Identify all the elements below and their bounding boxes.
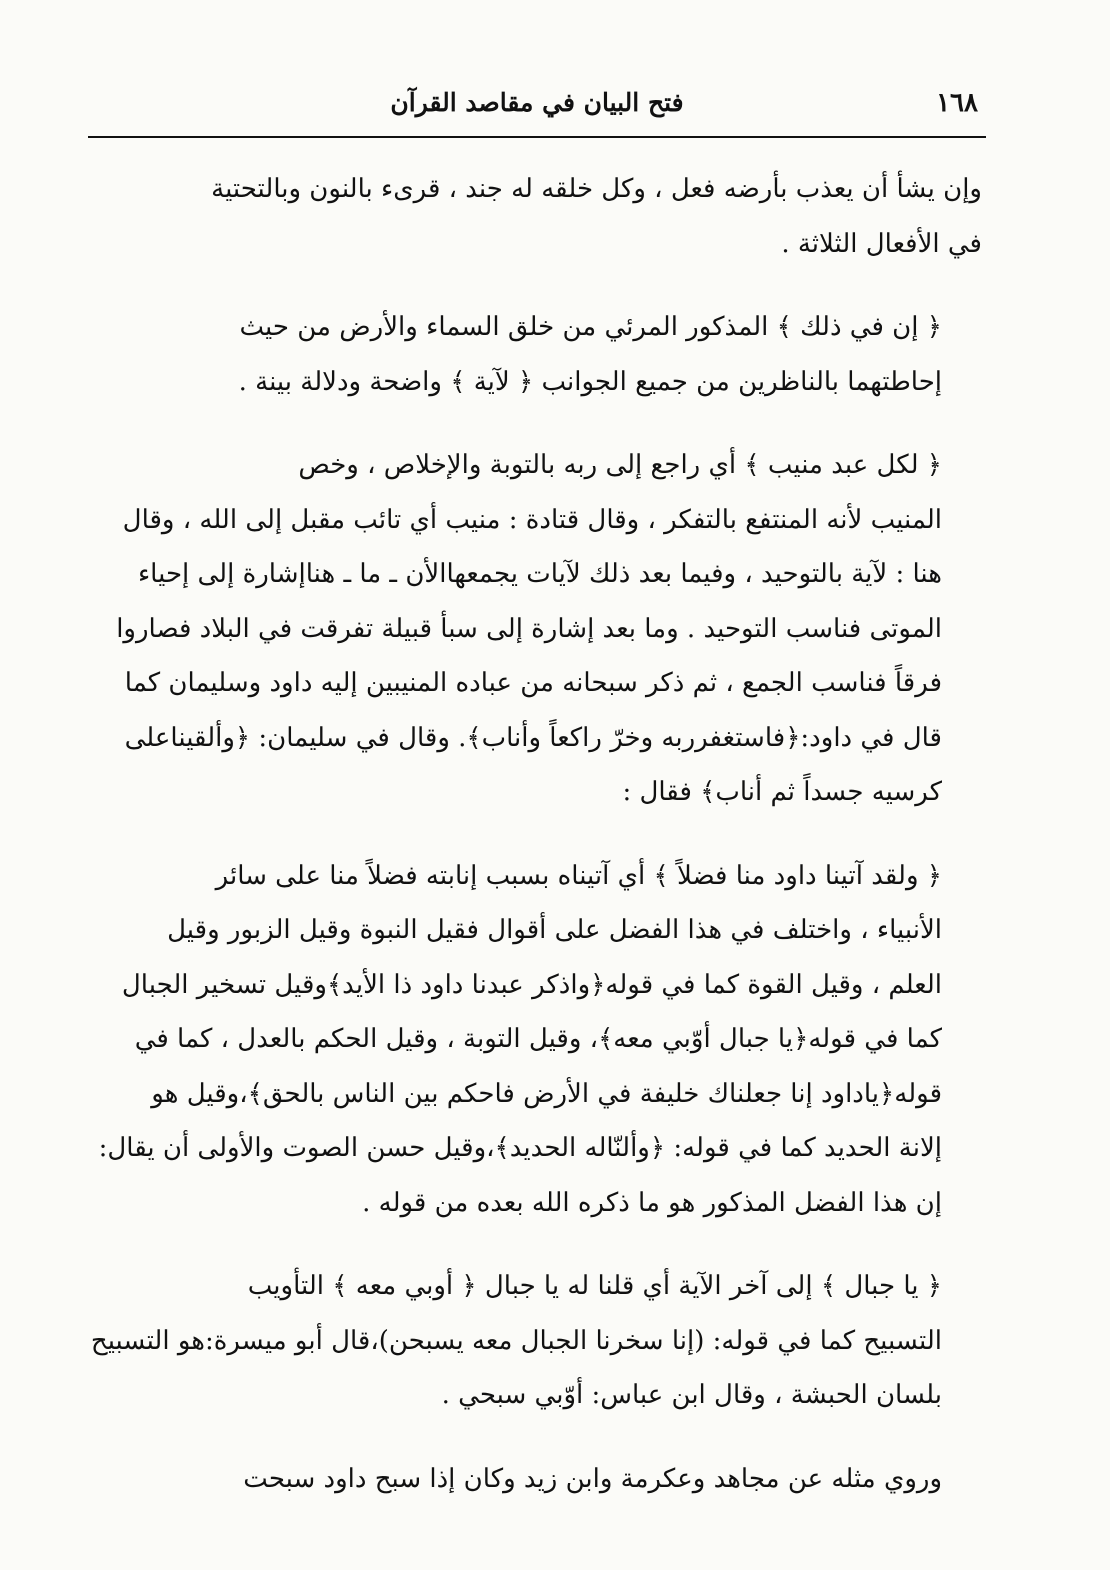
running-header: [88, 86, 986, 132]
text-line: وإن يشأ أن يعذب بأرضه فعل ، وكل خلقه له جند ، قرىء بالنون وبالتحتية: [211, 174, 982, 204]
running-title: فتح البيان في مقاصد القرآن: [390, 88, 684, 117]
paragraph: [90, 162, 982, 271]
text-line: في الأفعال الثلاثة .: [781, 228, 982, 259]
text-line: قال في داود:﴿فاستغفرربه وخرّ راكعاً وأناب﴾. وقال في سليمان: ﴿وألقيناعلى: [124, 722, 942, 753]
text-line: ﴿ ولقد آتينا داود منا فضلاً ﴾ أي آتيناه بسبب إنابته فضلاً منا على سائر: [215, 860, 942, 891]
text-line: هنا : لآية بالتوحيد ، وفيما بعد ذلك لآيات يجمعهاالأن ـ ما ـ هناإشارة إلى إحياء: [137, 559, 942, 589]
text-line: المنيب لأنه المنتفع بالتفكر ، وقال قتادة : منيب أي تائب مقبل إلى الله ، وقال: [122, 504, 942, 535]
text-line: ﴿ لكل عبد منيب ﴾ أي راجع إلى ربه بالتوبة والإخلاص ، وخص: [298, 450, 942, 480]
text-line: الموتى فناسب التوحيد . وما بعد إشارة إلى سبأ قبيلة تفرقت في البلاد فصاروا: [116, 613, 942, 644]
text-line: إلانة الحديد كما في قوله: ﴿وألنّاله الحديد﴾،وقيل حسن الصوت والأولى أن يقال:: [98, 1133, 942, 1163]
header-rule: [88, 136, 986, 138]
text-line: العلم ، وقيل القوة كما في قوله﴿واذكر عبدنا داود ذا الأيد﴾وقيل تسخير الجبال: [121, 969, 942, 1000]
text-line: كرسيه جسداً ثم أناب﴾ فقال :: [622, 777, 942, 807]
paragraph: [90, 1259, 982, 1423]
body-text: [90, 162, 982, 1535]
paragraph: [90, 438, 982, 820]
paragraph: [90, 1452, 982, 1507]
text-line: الأنبياء ، واختلف في هذا الفضل على أقوال فقيل النبوة وقيل الزبور وقيل: [167, 915, 942, 945]
text-line: بلسان الحبشة ، وقال ابن عباس: أوّبي سبحي .: [441, 1380, 942, 1410]
text-line: وروي مثله عن مجاهد وعكرمة وابن زيد وكان إذا سبح داود سبحت: [243, 1463, 942, 1494]
text-line: إحاطتهما بالناظرين من جميع الجوانب ﴿ لآية ﴾ واضحة ودلالة بينة .: [238, 366, 942, 397]
text-line: فرقاً فناسب الجمع ، ثم ذكر سبحانه من عباده المنيبين إليه داود وسليمان كما: [124, 668, 942, 698]
text-line: كما في قوله﴿يا جبال أوّبي معه﴾، وقيل التوبة ، وقيل الحكم بالعدل ، كما في: [134, 1024, 942, 1054]
paragraph: [90, 849, 982, 1231]
page-number: ١٦٨: [936, 88, 978, 118]
text-line: قوله﴿ياداود إنا جعلناك خليفة في الأرض فاحكم بين الناس بالحق﴾،وقيل هو: [151, 1078, 942, 1109]
paragraph: [90, 300, 982, 409]
text-line: إن هذا الفضل المذكور هو ما ذكره الله بعده من قوله .: [362, 1187, 942, 1218]
text-line: التسبيح كما في قوله: (إنا سخرنا الجبال معه يسبحن)،قال أبو ميسرة:هو التسبيح: [90, 1325, 942, 1356]
text-line: ﴿ يا جبال ﴾ إلى آخر الآية أي قلنا له يا جبال ﴿ أوبي معه ﴾ التأويب: [247, 1271, 942, 1301]
text-line: ﴿ إن في ذلك ﴾ المذكور المرئي من خلق السماء والأرض من حيث: [239, 312, 942, 342]
